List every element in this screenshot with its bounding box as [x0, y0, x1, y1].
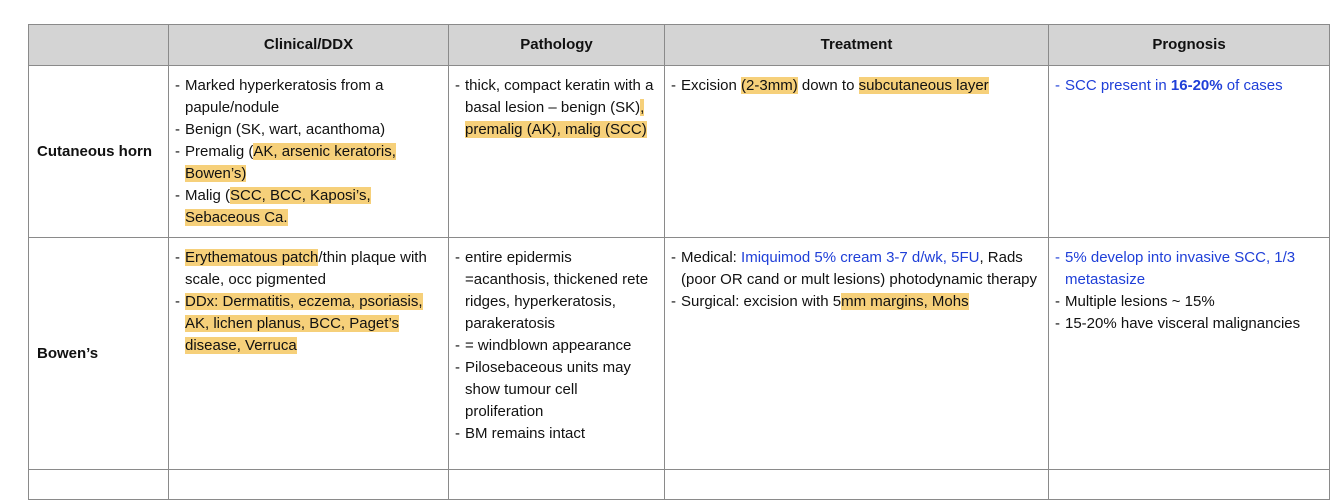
cell-bowens-pathology — [449, 238, 665, 470]
prognosis-list — [1055, 75, 1323, 97]
list-item — [671, 247, 1042, 291]
cell-bowens-prognosis — [1049, 238, 1330, 470]
cell-bowens-treatment — [665, 238, 1049, 470]
highlight-segment: SCC, BCC, Kaposi’s, Sebaceous Ca. — [185, 187, 371, 226]
highlight-segment: Erythematous patch — [185, 249, 319, 266]
list-item — [455, 75, 658, 141]
list-item — [1055, 75, 1323, 97]
list-item: - Pilosebaceous units may show tumour cell proliferation — [455, 357, 658, 423]
treatment-list — [671, 247, 1042, 313]
list-item — [175, 141, 442, 185]
clinical-list — [175, 247, 442, 357]
highlight-segment: AK, arsenic keratoris, Bowen’s) — [185, 143, 396, 182]
text-segment: Medical: — [681, 249, 742, 266]
cell-cutaneous-prognosis — [1049, 66, 1330, 238]
header-row — [29, 25, 1330, 66]
pathology-list — [455, 247, 658, 445]
list-item — [671, 291, 1042, 313]
blue-segment: Imiquimod 5% cream 3-7 d/wk, 5FU — [741, 249, 980, 266]
list-item: - entire epidermis =acanthosis, thickened rete ridges, hyperkeratosis, parakeratosis — [455, 247, 658, 335]
highlight-segment: , premalig (AK), malig (SCC) — [465, 99, 647, 138]
header-treatment: Treatment — [665, 25, 1049, 66]
clinical-list — [175, 75, 442, 229]
treatment-list — [671, 75, 1042, 97]
prognosis-list — [1055, 247, 1323, 335]
list-item — [671, 75, 1042, 97]
list-item: - Multiple lesions ~ 15% — [1055, 291, 1323, 313]
table-cell — [1049, 470, 1330, 500]
header-prognosis: Prognosis — [1049, 25, 1330, 66]
pathology-list — [455, 75, 658, 141]
table-row-empty — [29, 470, 1330, 500]
text-segment: /thin plaque with scale, occ pigmented — [185, 249, 427, 288]
cell-bowens-clinical — [169, 238, 449, 470]
list-item: - BM remains intact — [455, 423, 658, 445]
cell-cutaneous-treatment — [665, 66, 1049, 238]
list-item: - = windblown appearance — [455, 335, 658, 357]
text-segment: Malig ( — [185, 187, 231, 204]
table-row-bowens — [29, 238, 1330, 470]
list-item: - Marked hyperkeratosis from a papule/nodule — [175, 75, 442, 119]
notes-table — [28, 24, 1330, 500]
text-segment: , Rads (poor OR cand or mult lesions) photodynamic therapy — [681, 249, 1038, 288]
table-cell — [665, 470, 1049, 500]
row-label-cutaneous-horn: Cutaneous horn — [29, 66, 169, 238]
bold-segment: 16-20% — [1170, 77, 1223, 94]
table-cell — [449, 470, 665, 500]
table-cell — [169, 470, 449, 500]
row-label-bowens: Bowen’s — [29, 238, 169, 470]
text-segment: Surgical: excision with 5 — [681, 293, 842, 310]
highlight-segment: (2-3mm) — [741, 77, 798, 94]
text-segment: of cases — [1222, 77, 1283, 94]
header-pathology: Pathology — [449, 25, 665, 66]
header-clinical: Clinical/DDX — [169, 25, 449, 66]
cell-cutaneous-clinical — [169, 66, 449, 238]
list-item — [175, 247, 442, 291]
text-segment: Premalig ( — [185, 143, 254, 160]
text-segment: down to — [797, 77, 859, 94]
cell-cutaneous-pathology — [449, 66, 665, 238]
text-segment: SCC present in — [1065, 77, 1171, 94]
text-segment: Excision — [681, 77, 742, 94]
list-item — [175, 291, 442, 357]
list-item: - 5% develop into invasive SCC, 1/3 metastasize — [1055, 247, 1323, 291]
text-segment: thick, compact keratin with a basal lesion – benign (SK) — [465, 77, 654, 116]
table-row-cutaneous-horn — [29, 66, 1330, 238]
highlight-segment: DDx: Dermatitis, eczema, psoriasis, AK, lichen planus, BCC, Paget’s disease, Verruca — [185, 293, 423, 354]
list-item: - 15-20% have visceral malignancies — [1055, 313, 1323, 335]
table-cell — [29, 470, 169, 500]
header-empty — [29, 25, 169, 66]
list-item — [175, 185, 442, 229]
highlight-segment: subcutaneous layer — [858, 77, 989, 94]
highlight-segment: mm margins, Mohs — [841, 293, 969, 310]
list-item: - Benign (SK, wart, acanthoma) — [175, 119, 442, 141]
